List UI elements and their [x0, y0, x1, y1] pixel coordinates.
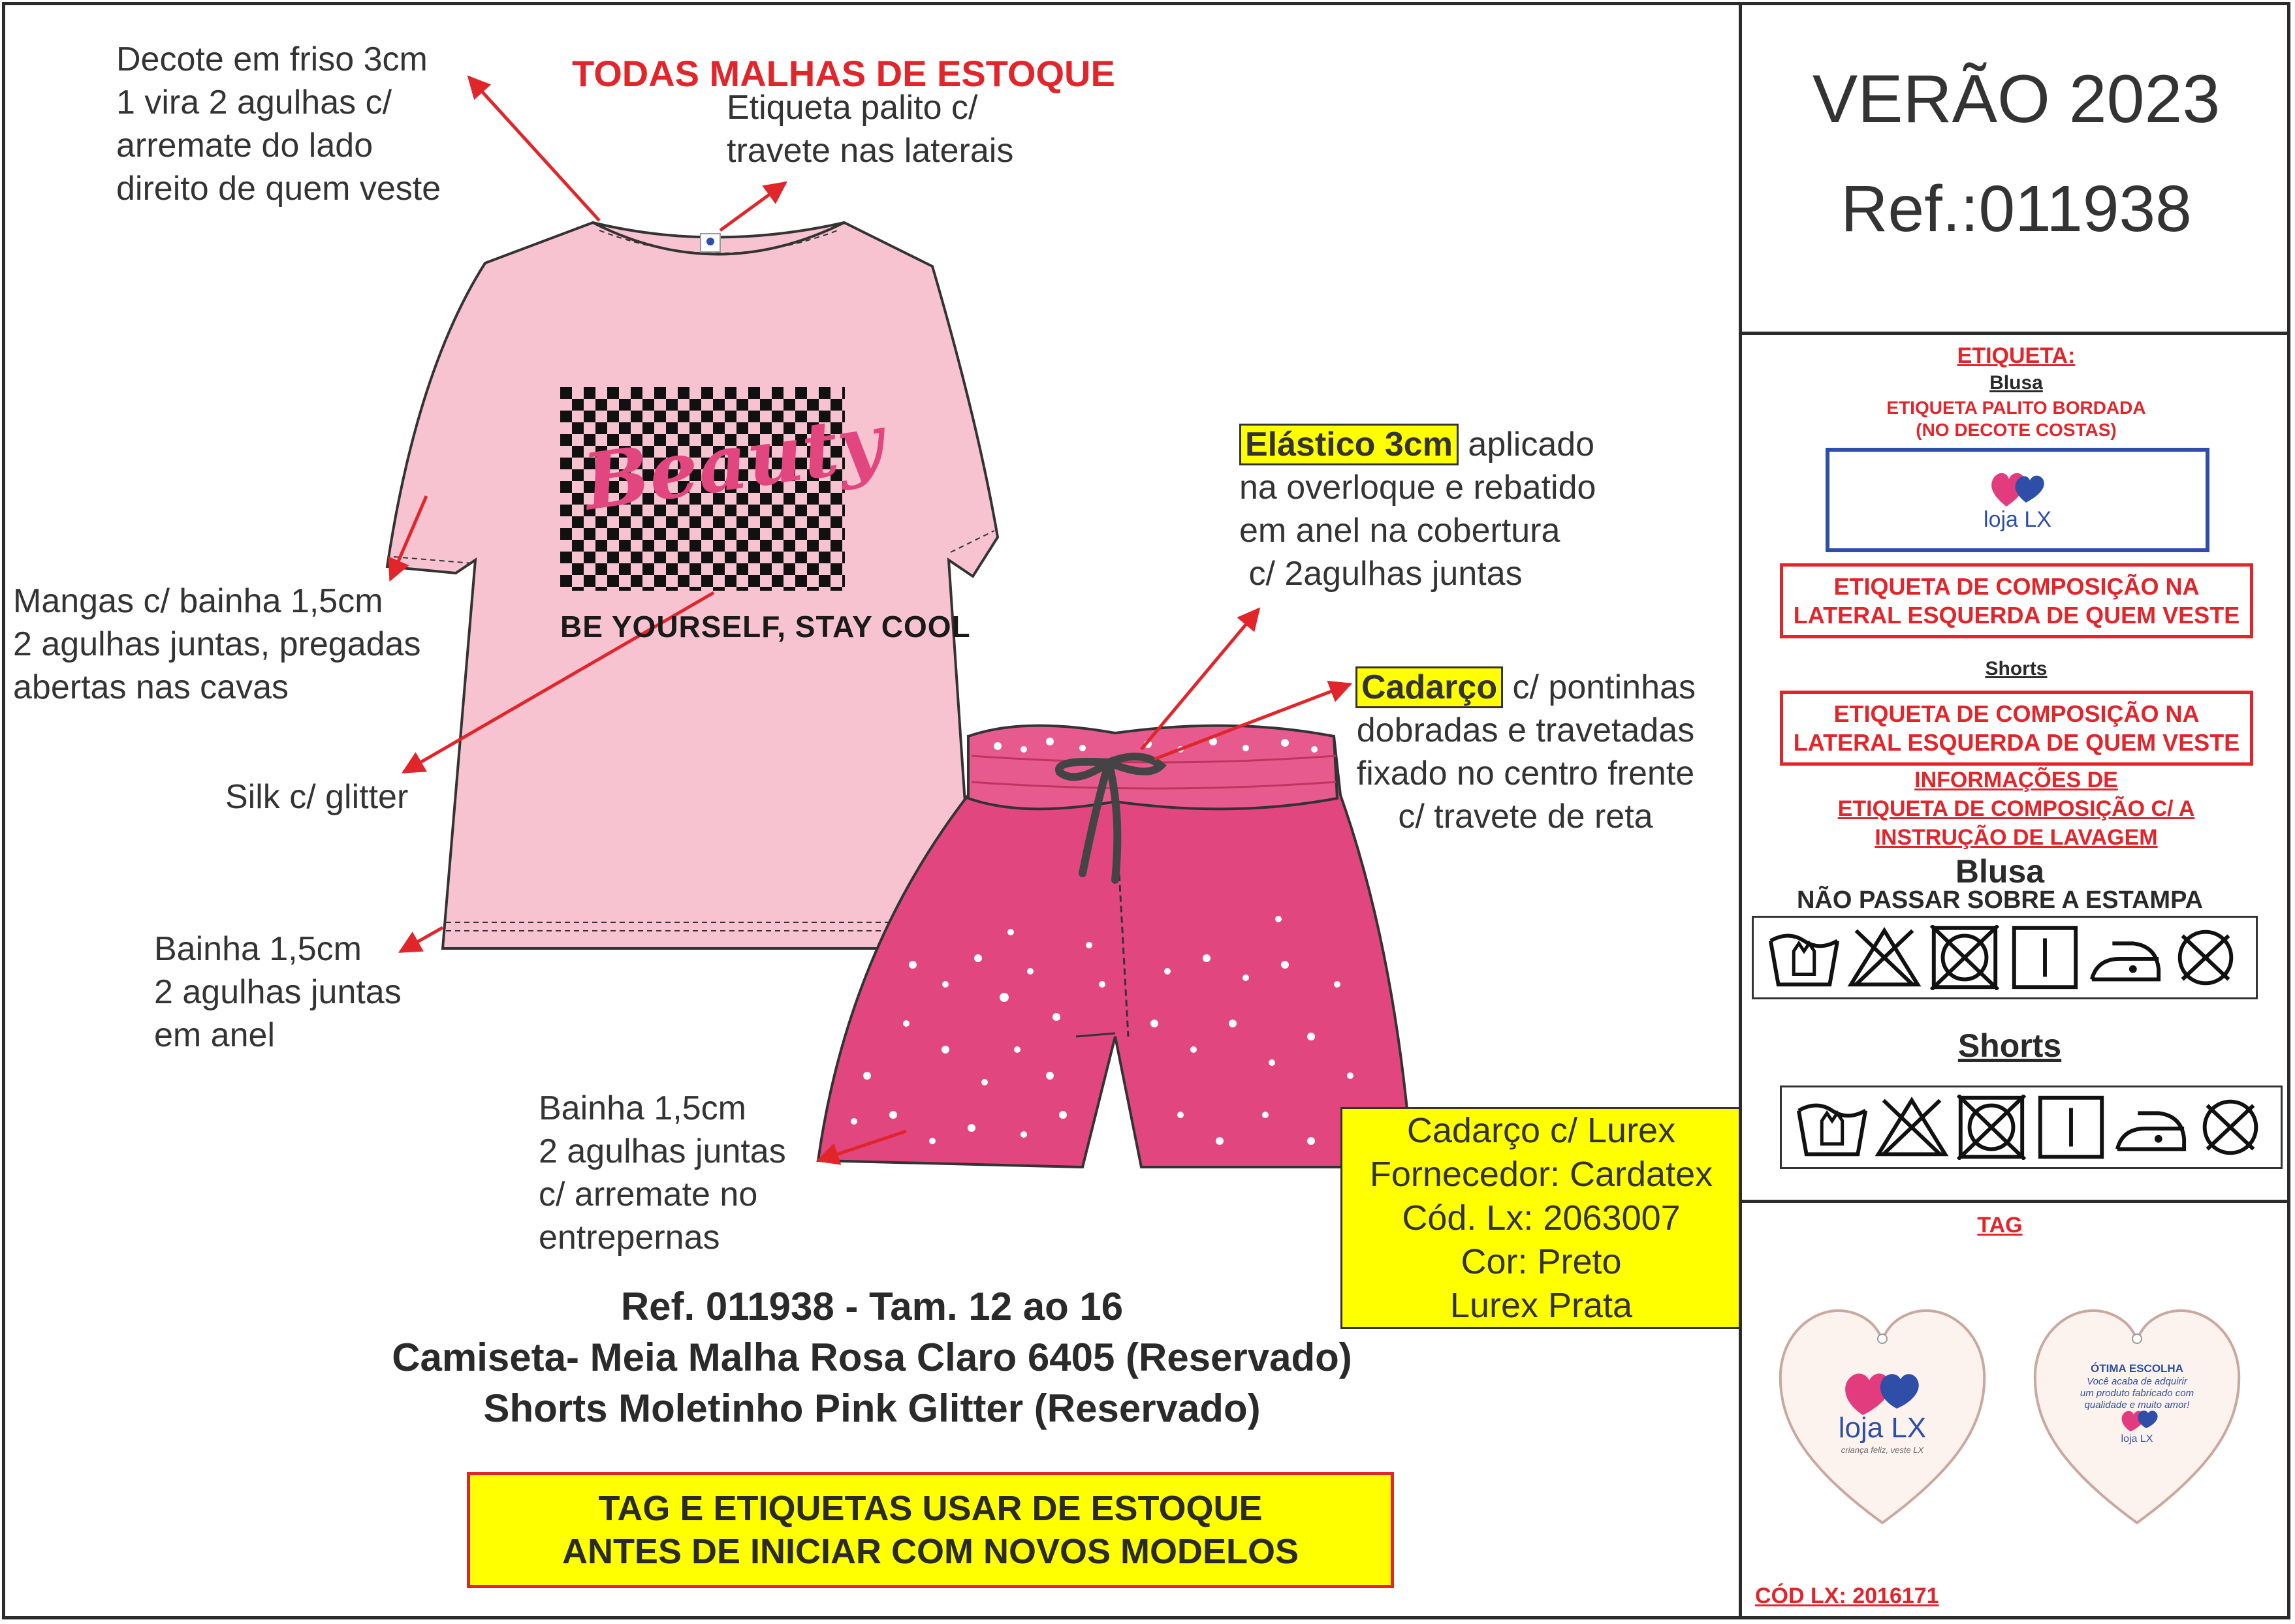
note-mangas: Mangas c/ bainha 1,5cm 2 agulhas juntas, pregadas abertas nas cavas [13, 582, 421, 706]
tech-sheet [2, 2, 2290, 1619]
no-bleach-icon [1846, 925, 1923, 990]
palito-description: ETIQUETA PALITO BORDADA (NO DECOTE COSTAS) [1886, 398, 2146, 440]
stock-notice-box: TAG E ETIQUETAS USAR DE ESTOQUE ANTES DE INICIAR COM NOVOS MODELOS [467, 1472, 1394, 1588]
no-dry-clean-icon [2192, 1095, 2269, 1160]
reference-title: Ref.:011938 [1841, 172, 2192, 245]
no-bleach-icon [1873, 1095, 1950, 1160]
tag-back-heart [2026, 1294, 2248, 1529]
hand-wash-icon [1765, 925, 1843, 990]
note-decote: Decote em friso 3cm 1 vira 2 agulhas c/ arremate do lado direito de quem veste [116, 40, 441, 208]
line-dry-icon [2006, 925, 2083, 990]
care-blusa-title: Blusa [1955, 853, 2045, 890]
tag-code: CÓD LX: 2016171 [1755, 1584, 1939, 1608]
tag-front-tagline: criança feliz, veste LX [1841, 1445, 1924, 1455]
palito-label-preview [1826, 448, 2209, 552]
tag-title: TAG [1977, 1213, 2023, 1238]
divider-1 [1742, 332, 2287, 335]
note-etiqueta-palito: Etiqueta palito c/ travete nas laterais [727, 89, 1014, 170]
care-symbols-shorts [1780, 1085, 2283, 1169]
note-bainha-shorts: Bainha 1,5cm 2 agulhas juntas c/ arremate no entrepernas [539, 1089, 786, 1257]
no-tumble-dry-icon [1926, 925, 2003, 990]
tag-back-logo-text: loja LX [2121, 1433, 2153, 1444]
print-word: Beauty [578, 396, 889, 528]
composicao-box-shorts: ETIQUETA DE COMPOSIÇÃO NA LATERAL ESQUERDA DE QUEM VESTE [1780, 691, 2253, 766]
care-shorts-title: Shorts [1957, 1027, 2062, 1064]
composicao-box-blusa: ETIQUETA DE COMPOSIÇÃO NA LATERAL ESQUERDA DE QUEM VESTE [1780, 563, 2253, 638]
highlight-elastico: Elástico 3cm [1239, 424, 1459, 465]
iron-low-icon [2112, 1095, 2189, 1160]
etiqueta-title: ETIQUETA: [1957, 343, 2076, 368]
etiqueta-shorts-label: Shorts [1985, 658, 2048, 679]
divider-2 [1742, 1200, 2287, 1203]
heart-logo-icon [1988, 469, 2047, 508]
tag-front-logo-text: loja LX [1838, 1412, 1927, 1444]
care-symbols-blusa [1752, 916, 2258, 999]
no-tumble-dry-icon [1953, 1095, 2030, 1160]
care-blusa-note: NÃO PASSAR SOBRE A ESTAMPA [1796, 886, 2204, 914]
note-bainha-blusa: Bainha 1,5cm 2 agulhas juntas em anel [154, 930, 402, 1054]
line-dry-icon [2033, 1095, 2110, 1160]
note-cadarco: Cadarço c/ pontinhas dobradas e travetadas fixado no centro frente c/ travete de reta [1355, 666, 1696, 838]
note-silk: Silk c/ glitter [225, 778, 409, 816]
etiqueta-blusa-label: Blusa [1989, 372, 2043, 394]
info-lavagem: INFORMAÇÕES DE ETIQUETA DE COMPOSIÇÃO C/ A INSTRUÇÃO DE LAVAGEM [1837, 768, 2195, 850]
lurex-info-box: Cadarço c/ Lurex Fornecedor: Cardatex Cód. Lx: 2063007 Cor: Preto Lurex Prata [1340, 1107, 1742, 1329]
product-description: Ref. 011938 - Tam. 12 ao 16 Camiseta- Meia Malha Rosa Claro 6405 (Reservado) Shorts Moletinho Pink Glitter (Reservado) [392, 1285, 1352, 1430]
tag-back-text: ÓTIMA ESCOLHA Você acaba de adquirir um produto fabricado com qualidade e muito amor! [2080, 1362, 2194, 1411]
hand-wash-icon [1794, 1095, 1871, 1160]
highlight-cadarco: Cadarço [1355, 666, 1503, 708]
iron-low-icon [2087, 925, 2164, 990]
stock-title: TODAS MALHAS DE ESTOQUE [572, 53, 1115, 94]
collection-title: VERÃO 2023 [1812, 61, 2221, 137]
print-slogan: BE YOURSELF, STAY COOL [560, 610, 971, 644]
tshirt-drawing [387, 223, 998, 948]
palito-logo-text: loja LX [1984, 507, 2051, 532]
no-dry-clean-icon [2167, 925, 2244, 990]
note-elastico: Elástico 3cm aplicado na overloque e rebatido em anel na cobertura c/ 2agulhas juntas [1239, 423, 1596, 595]
